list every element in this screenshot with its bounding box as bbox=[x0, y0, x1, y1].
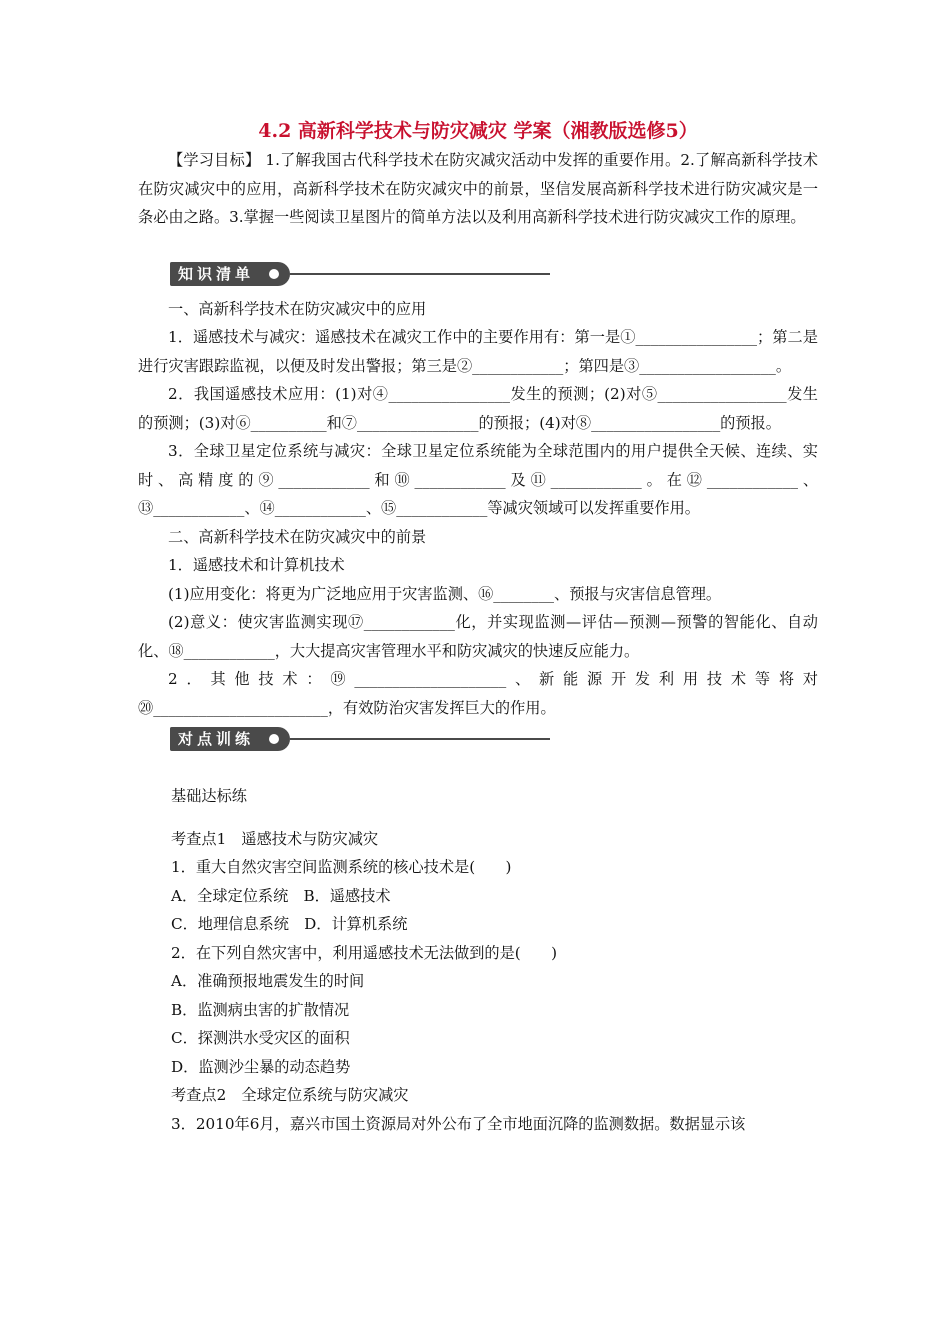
question-1: 1．重大自然灾害空间监测系统的核心技术是( ) bbox=[171, 858, 512, 876]
question-2-option-d: D．监测沙尘暴的动态趋势 bbox=[171, 1057, 351, 1076]
knowledge-heading-1: 一、高新科学技术在防灾减灾中的应用 bbox=[168, 299, 427, 318]
knowledge-heading-2: 二、高新科学技术在防灾减灾中的前景 bbox=[168, 527, 427, 546]
question-1-options-cd: C．地理信息系统 D．计算机系统 bbox=[171, 915, 408, 933]
knowledge-item-gps: 3．全球卫星定位系统与减灾：全球卫星定位系统能为全球范围内的用户提供全天候、连续、实时、高精度的⑨____________和⑩____________及⑪____________。在⑫____________、⑬____________、⑭____________、⑮____________等减灾领域可以发挥重要作用。 bbox=[138, 442, 818, 517]
document-page bbox=[138, 118, 818, 1138]
knowledge-item-computing: 1．遥感技术和计算机技术 bbox=[168, 556, 345, 574]
question-2: 2．在下列自然灾害中，利用遥感技术无法做到的是( ) bbox=[171, 943, 558, 962]
learning-objectives: 【学习目标】 1.了解我国古代科学技术在防灾减灾活动中发挥的重要作用。2.了解高新科学技术在防灾减灾中的应用，高新科学技术在防灾减灾中的前景，坚信发展高新科学技术进行防灾减灾是一条必由之路。3.掌握一些阅读卫星图片的简单方法以及利用高新科学技术进行防灾减灾工作的原理。 bbox=[138, 151, 818, 226]
section-header-label: 对点训练 bbox=[178, 730, 255, 748]
section-header-rule bbox=[290, 738, 550, 740]
exam-point-2: 考查点2 全球定位系统与防灾减灾 bbox=[171, 1086, 409, 1104]
knowledge-item-application-change: (1)应用变化：将更为广泛地应用于灾害监测、⑯________、预报与灾害信息管理。 bbox=[168, 584, 722, 603]
exam-point-1: 考查点1 遥感技术与防灾减灾 bbox=[171, 829, 379, 848]
section-header-label: 知识清单 bbox=[178, 264, 255, 283]
question-2-option-b: B．监测病虫害的扩散情况 bbox=[171, 1000, 350, 1019]
knowledge-item-china-remote-sensing: 2．我国遥感技术应用：(1)对④________________发生的预测；(2)对⑤_________________发生的预测；(3)对⑥__________和⑦________________的预报；(4)对⑧_________________的预报。 bbox=[138, 385, 818, 432]
document-title: 4.2 高新科学技术与防灾减灾 学案（湘教版选修5） bbox=[258, 120, 698, 142]
question-1-options-ab: A．全球定位系统 B．遥感技术 bbox=[171, 886, 391, 905]
question-2-option-a: A．准确预报地震发生的时间 bbox=[171, 972, 365, 990]
knowledge-item-other-tech: 2．其他技术：⑲____________________、新能源开发利用技术等将对⑳_______________________，有效防治灾害发挥巨大的作用。 bbox=[138, 670, 818, 717]
bullet-dot-icon bbox=[269, 269, 279, 279]
question-3: 3．2010年6月，嘉兴市国土资源局对外公布了全市地面沉降的监测数据。数据显示该 bbox=[171, 1114, 746, 1133]
section-header-practice bbox=[138, 724, 818, 754]
question-2-option-c: C．探测洪水受灾区的面积 bbox=[171, 1029, 350, 1047]
section-header-knowledge bbox=[138, 259, 818, 289]
bullet-dot-icon bbox=[269, 734, 279, 744]
practice-level: 基础达标练 bbox=[171, 787, 247, 805]
knowledge-item-significance: (2)意义：使灾害监测实现⑰____________化，并实现监测—评估—预测—预警的智能化、自动化、⑱____________，大大提高灾害管理水平和防灾减灾的快速反应能力。 bbox=[138, 613, 818, 660]
knowledge-item-remote-sensing: 1．遥感技术与减灾：遥感技术在减灾工作中的主要作用有：第一是①________________；第二是进行灾害跟踪监视，以便及时发出警报；第三是②____________；第四是③__________________。 bbox=[138, 328, 818, 375]
section-header-rule bbox=[290, 273, 550, 275]
